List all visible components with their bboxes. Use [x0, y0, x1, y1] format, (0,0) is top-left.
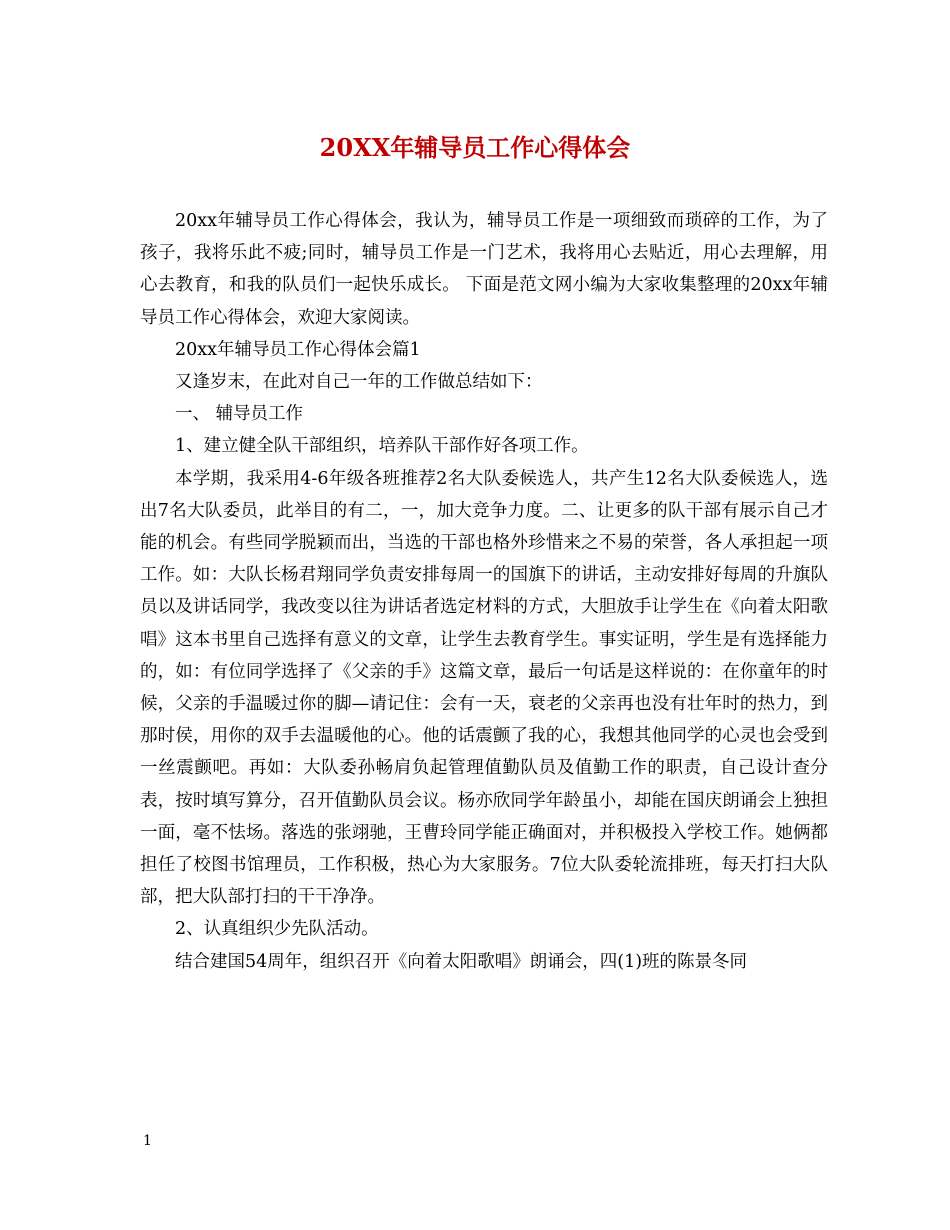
- item-2-heading: 2、认真组织少先队活动。: [175, 919, 379, 940]
- item-1-heading: 1、建立健全队干部组织，培养队干部作好各项工作。: [175, 436, 589, 457]
- page-number: 1: [143, 1133, 152, 1149]
- item-2-body: 结合建国54周年，组织召开《向着太阳歌唱》朗诵会，四(1)班的陈景冬同: [175, 951, 748, 972]
- opening-sentence: 又逢岁末，在此对自己一年的工作做总结如下：: [175, 372, 543, 393]
- section-heading: 20xx年辅导员工作心得体会篇1: [175, 339, 421, 360]
- item-1-body: 本学期，我采用4-6年级各班推荐2名大队委候选人，共产生12名大队委候选人，选出7名大队委员，此举目的有二，一，加大竞争力度。二、让更多的队干部有展示自己才能的机会。有些同学脱颖而出，当选的干部也格外珍惜来之不易的荣誉，各人承担起一项工作。如：大队长杨君翔同学负责安排每周一的国旗下的讲话，主动安排好每周的升旗队员以及讲话同学，我改变以往为讲话者选定材料的方式，大胆放手让学生在《向着太阳歌唱》这本书里自己选择有意义的文章，让学生去教育学生。事实证明，学生是有选择能力的，如：有位同学选择了《父亲的手》这篇文章，最后一句话是这样说的：在你童年的时候，父亲的手温暖过你的脚—请记住：会有一天，衰老的父亲再也没有壮年时的热力，到那时侯，用你的双手去温暖他的心。他的话震颤了我的心，我想其他同学的心灵也会受到一丝震颤吧。再如：大队委孙畅肩负起管理值勤队员及值勤工作的职责，自己设计查分表，按时填写算分，召开值勤队员会议。杨亦欣同学年龄虽小，却能在国庆朗诵会上独担一面，毫不怯场。落选的张翊驰，王曹玲同学能正确面对，并积极投入学校工作。她俩都担任了校图书馆理员，工作积极，热心为大家服务。7位大队委轮流排班，每天打扫大队部，把大队部打扫的干干净净。: [140, 468, 828, 908]
- subheading-counselor-work: 一、 辅导员工作: [175, 404, 304, 425]
- document-title: 20XX年辅导员工作心得体会: [319, 133, 631, 162]
- document-body: [140, 205, 828, 978]
- intro-paragraph: 20xx年辅导员工作心得体会，我认为，辅导员工作是一项细致而琐碎的工作，为了孩子，我将乐此不疲;同时，辅导员工作是一门艺术，我将用心去贴近，用心去理解，用心去教育，和我的队员们一起快乐成长。 下面是范文网小编为大家收集整理的20xx年辅导员工作心得体会，欢迎大家阅读。: [140, 211, 828, 328]
